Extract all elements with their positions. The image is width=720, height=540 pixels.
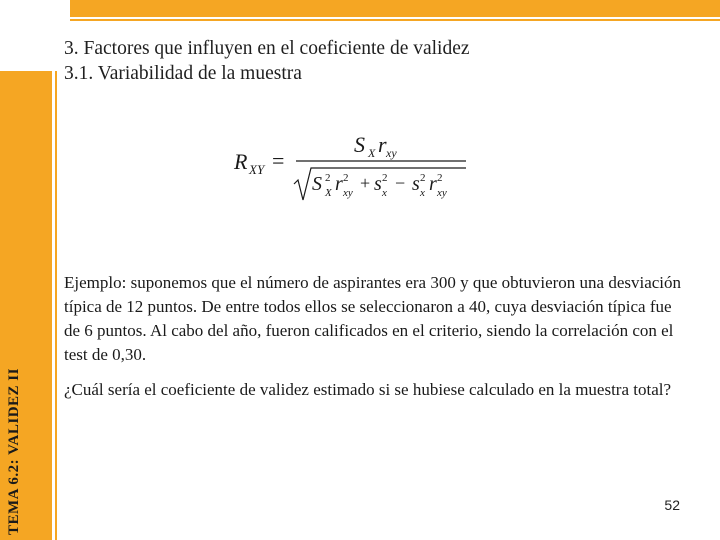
formula-lhs-sub: XY (249, 162, 265, 177)
denominator-S-sub: X (325, 187, 332, 199)
denominator-s2: s (412, 173, 420, 195)
page-number: 52 (664, 497, 680, 513)
denominator-r2-sup: 2 (437, 172, 443, 184)
slide-title (64, 36, 664, 86)
numerator-s: S (354, 132, 365, 157)
denominator-s: s (374, 173, 382, 195)
title-line-1: 3. Factores que influyen en el coeficiente de validez (64, 38, 470, 59)
side-topic-label: TEMA 6.2: VALIDEZ II (6, 368, 22, 535)
denominator-s-sup: 2 (382, 172, 388, 184)
denominator-S-sup: 2 (325, 172, 331, 184)
denominator-r-sub: xy (343, 187, 353, 199)
denominator-r2-sub: xy (437, 187, 447, 199)
denominator-S: S (312, 173, 322, 195)
denominator-r2: r (429, 173, 437, 195)
top-accent-rule (70, 19, 720, 21)
example-paragraph: Ejemplo: suponemos que el número de aspirantes era 300 y que obtuvieron una desviación típica de 12 puntos. De entre todos ellos se seleccionaron a 40, cuya desviación típica fue de 6 puntos. Al cabo del año, fueron calificados en el criterio, siendo la correlación con el test de 0,30. (64, 273, 682, 364)
denominator-minus: − (395, 173, 406, 193)
numerator-r-sub: xy (386, 146, 397, 160)
side-accent-rule (55, 71, 57, 540)
numerator-r: r (378, 132, 387, 157)
denominator-r: r (335, 173, 343, 195)
denominator-plus: + (360, 173, 371, 193)
denominator-s-sub: x (382, 187, 387, 199)
title-line-2: 3.1. Variabilidad de la muestra (64, 63, 302, 84)
question-paragraph: ¿Cuál sería el coeficiente de validez estimado si se hubiese calculado en la muestra total? (64, 380, 672, 399)
formula-equals: = (272, 148, 285, 173)
formula-lhs: R (234, 149, 248, 174)
validity-formula (232, 128, 472, 208)
denominator-r-sup: 2 (343, 172, 349, 184)
denominator-s2-sub: x (420, 187, 425, 199)
denominator-s2-sup: 2 (420, 172, 426, 184)
numerator-s-sub: X (368, 146, 376, 160)
top-accent-bar (70, 0, 720, 17)
